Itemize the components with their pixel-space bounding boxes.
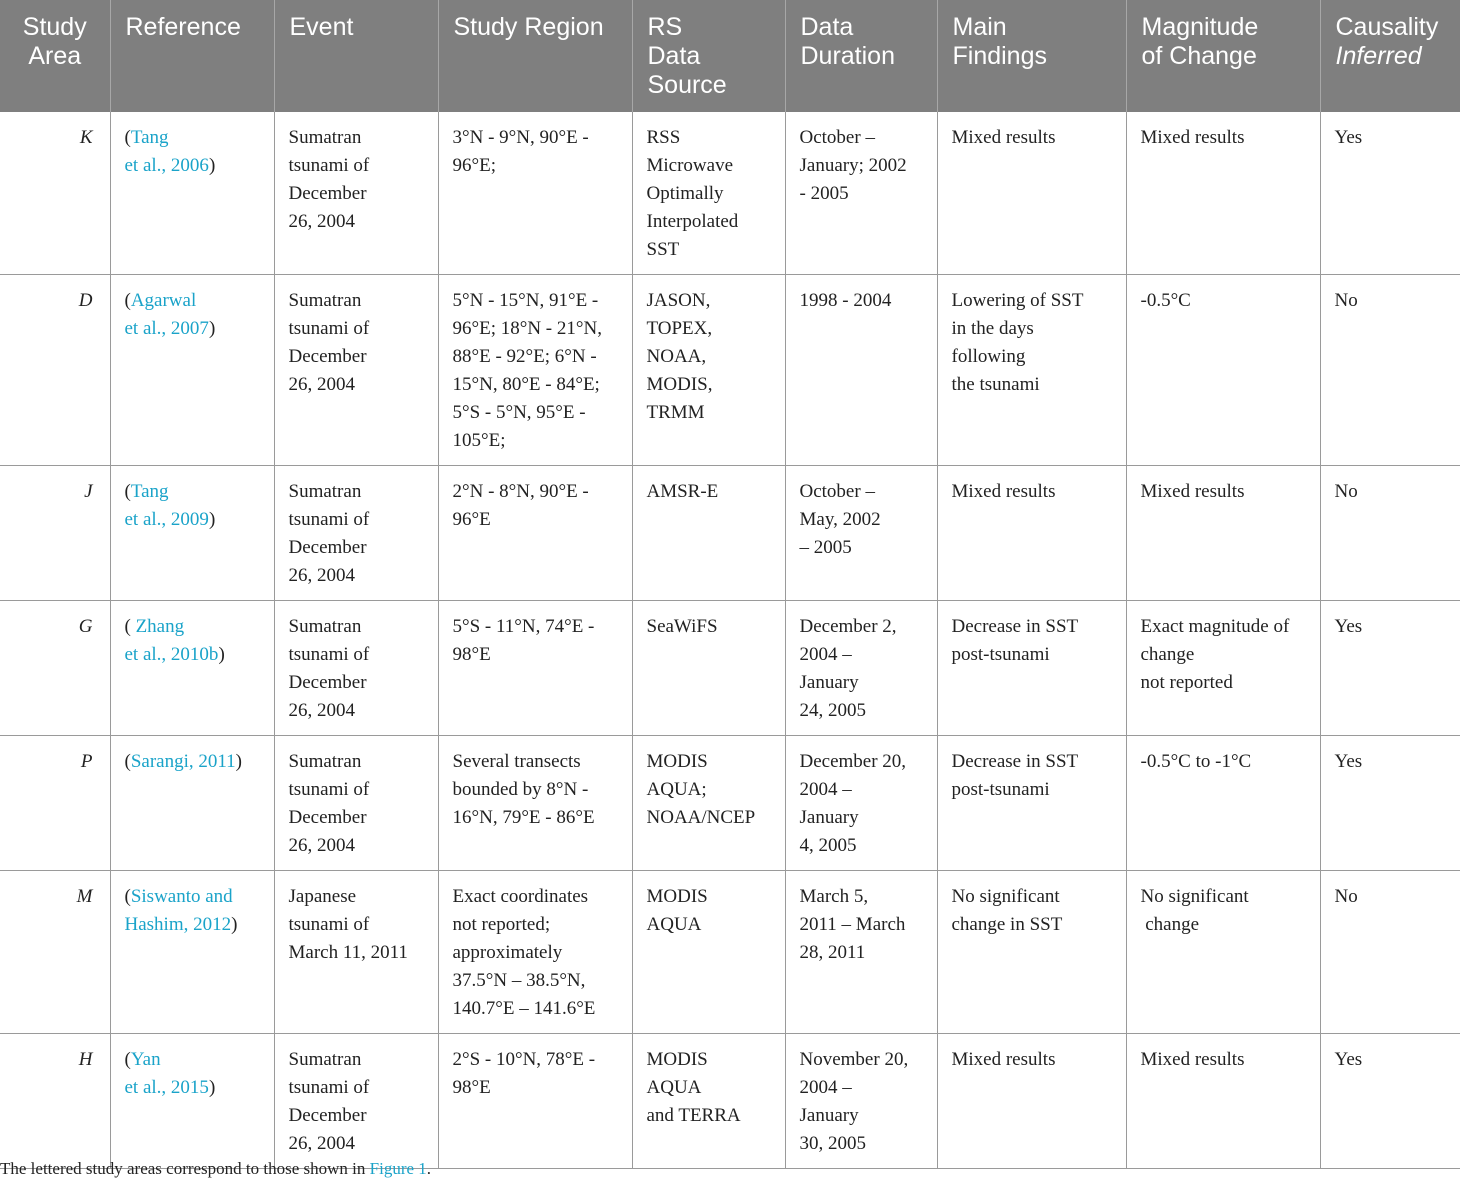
- cell-study-area: G: [0, 601, 110, 736]
- cell-line: 5°S - 11°N, 74°E -: [452, 616, 595, 637]
- cell-line: 26, 2004: [288, 211, 355, 232]
- ref-open-paren: (: [124, 886, 131, 907]
- cell-data-duration: [785, 871, 937, 1034]
- cell-line: 96°E: [452, 509, 491, 530]
- table-row: [0, 466, 1460, 601]
- reference-link[interactable]: et al., 2010b: [124, 644, 219, 665]
- table-row: [0, 275, 1460, 466]
- cell-line: January; 2002: [799, 155, 907, 176]
- cell-main-findings: [937, 601, 1126, 736]
- cell-line: 2004 –: [799, 779, 852, 800]
- cell-event: [274, 871, 438, 1034]
- cell-causality: Yes: [1320, 112, 1460, 275]
- cell-line: RSS: [646, 127, 681, 148]
- cell-line: SST: [646, 239, 680, 260]
- col-header-reference: Reference: [110, 0, 274, 112]
- cell-rs-data-source: [632, 871, 785, 1034]
- cell-line: December: [288, 807, 367, 828]
- cell-line: Lowering of SST: [951, 290, 1084, 311]
- cell-rs-data-source: [632, 736, 785, 871]
- reference-link[interactable]: Yan: [130, 1049, 161, 1070]
- cell-data-duration: [785, 275, 937, 466]
- cell-line: No significant: [951, 886, 1060, 907]
- cell-line: not reported: [1140, 672, 1233, 693]
- cell-data-duration: [785, 466, 937, 601]
- reference-link[interactable]: Hashim, 2012: [124, 914, 232, 935]
- cell-line: MODIS: [646, 1049, 708, 1070]
- cell-line: AQUA: [646, 914, 702, 935]
- cell-line: post-tsunami: [951, 644, 1050, 665]
- ref-open-paren: (: [124, 290, 131, 311]
- cell-line: tsunami of: [288, 155, 370, 176]
- reference-link[interactable]: et al., 2006: [124, 155, 209, 176]
- cell-line: 26, 2004: [288, 565, 355, 586]
- cell-line: 140.7°E – 141.6°E: [452, 998, 596, 1019]
- cell-data-duration: [785, 601, 937, 736]
- cell-line: Sumatran: [288, 616, 362, 637]
- cell-line: Sumatran: [288, 127, 362, 148]
- cell-rs-data-source: [632, 112, 785, 275]
- cell-study-region: [438, 275, 632, 466]
- cell-line: March 11, 2011: [288, 942, 408, 963]
- cell-line: Mixed results: [1140, 127, 1245, 148]
- table-footnote: The lettered study areas correspond to those shown in Figure 1.: [0, 1159, 432, 1178]
- ref-close-paren: ): [208, 1077, 216, 1098]
- cell-line: Sumatran: [288, 1049, 362, 1070]
- ref-open-paren: (: [124, 751, 131, 772]
- cell-main-findings: [937, 736, 1126, 871]
- ref-open-paren: (: [124, 616, 136, 637]
- cell-line: not reported;: [452, 914, 551, 935]
- reference-link[interactable]: et al., 2009: [124, 509, 209, 530]
- cell-line: 4, 2005: [799, 835, 857, 856]
- cell-line: 1998 - 2004: [799, 290, 892, 311]
- cell-line: Mixed results: [1140, 481, 1245, 502]
- cell-line: December 20,: [799, 751, 907, 772]
- cell-study-region: [438, 871, 632, 1034]
- cell-line: December: [288, 537, 367, 558]
- ref-open-paren: (: [124, 1049, 131, 1070]
- cell-line: Mixed results: [1140, 1049, 1245, 1070]
- table-row: [0, 601, 1460, 736]
- cell-data-duration: [785, 112, 937, 275]
- cell-line: 26, 2004: [288, 374, 355, 395]
- cell-line: Decrease in SST: [951, 616, 1079, 637]
- cell-causality: No: [1320, 275, 1460, 466]
- cell-line: 2°S - 10°N, 78°E -: [452, 1049, 596, 1070]
- cell-line: 5°S - 5°N, 95°E -: [452, 402, 586, 423]
- cell-line: 28, 2011: [799, 942, 866, 963]
- cell-magnitude-of-change: [1126, 1034, 1320, 1169]
- cell-study-area: H: [0, 1034, 110, 1169]
- cell-line: 96°E;: [452, 155, 496, 176]
- cell-line: 2004 –: [799, 644, 852, 665]
- cell-line: following: [951, 346, 1026, 367]
- cell-line: TOPEX,: [646, 318, 713, 339]
- cell-line: Mixed results: [951, 481, 1056, 502]
- cell-line: 15°N, 80°E - 84°E;: [452, 374, 600, 395]
- cell-line: January: [799, 807, 859, 828]
- cell-magnitude-of-change: [1126, 736, 1320, 871]
- table-row: [0, 736, 1460, 871]
- cell-event: [274, 601, 438, 736]
- cell-line: MODIS: [646, 886, 708, 907]
- cell-line: NOAA,: [646, 346, 707, 367]
- cell-event: [274, 1034, 438, 1169]
- ref-close-paren: ): [231, 914, 238, 935]
- cell-line: 37.5°N – 38.5°N,: [452, 970, 586, 991]
- ref-open-paren: (: [124, 127, 131, 148]
- cell-rs-data-source: [632, 275, 785, 466]
- header-row: [0, 0, 1460, 112]
- cell-line: 30, 2005: [799, 1133, 866, 1154]
- reference-link[interactable]: et al., 2007: [124, 318, 209, 339]
- cell-line: December: [288, 183, 367, 204]
- cell-line: TRMM: [646, 402, 705, 423]
- cell-event: [274, 275, 438, 466]
- cell-line: change: [1140, 914, 1200, 935]
- col-header-event: Event: [274, 0, 438, 112]
- figure-link[interactable]: Figure 1: [369, 1159, 427, 1178]
- table-row: [0, 1034, 1460, 1169]
- cell-line: 3°N - 9°N, 90°E -: [452, 127, 589, 148]
- ref-open-paren: (: [124, 481, 131, 502]
- cell-line: tsunami of: [288, 509, 370, 530]
- cell-magnitude-of-change: [1126, 871, 1320, 1034]
- cell-magnitude-of-change: [1126, 601, 1320, 736]
- cell-line: Sumatran: [288, 751, 362, 772]
- cell-line: -0.5°C: [1140, 290, 1191, 311]
- cell-line: May, 2002: [799, 509, 881, 530]
- cell-reference: [110, 112, 274, 275]
- cell-rs-data-source: [632, 1034, 785, 1169]
- cell-event: [274, 112, 438, 275]
- cell-line: Microwave: [646, 155, 734, 176]
- cell-line: JASON,: [646, 290, 711, 311]
- cell-line: 2°N - 8°N, 90°E -: [452, 481, 589, 502]
- cell-line: Optimally: [646, 183, 724, 204]
- reference-link[interactable]: Siswanto and: [130, 886, 233, 907]
- cell-line: January: [799, 1105, 859, 1126]
- cell-causality: Yes: [1320, 1034, 1460, 1169]
- cell-line: 16°N, 79°E - 86°E: [452, 807, 595, 828]
- cell-line: AMSR-E: [646, 481, 719, 502]
- cell-study-region: [438, 466, 632, 601]
- cell-magnitude-of-change: [1126, 275, 1320, 466]
- cell-causality: Yes: [1320, 601, 1460, 736]
- cell-rs-data-source: [632, 466, 785, 601]
- cell-line: NOAA/NCEP: [646, 807, 756, 828]
- cell-line: - 2005: [799, 183, 849, 204]
- cell-line: Several transects: [452, 751, 581, 772]
- cell-event: [274, 736, 438, 871]
- cell-line: December: [288, 346, 367, 367]
- reference-link[interactable]: Sarangi, 2011: [130, 751, 236, 772]
- cell-line: 98°E: [452, 1077, 491, 1098]
- cell-line: the tsunami: [951, 374, 1040, 395]
- col-header-causality: Causality Inferred: [1320, 0, 1460, 112]
- cell-line: 98°E: [452, 644, 491, 665]
- cell-study-region: [438, 736, 632, 871]
- cell-line: change in SST: [951, 914, 1063, 935]
- cell-study-area: K: [0, 112, 110, 275]
- cell-study-area: D: [0, 275, 110, 466]
- cell-line: in the days: [951, 318, 1034, 339]
- cell-line: Interpolated: [646, 211, 739, 232]
- cell-line: Sumatran: [288, 290, 362, 311]
- reference-link[interactable]: Tang: [130, 127, 169, 148]
- cell-rs-data-source: [632, 601, 785, 736]
- cell-line: SeaWiFS: [646, 616, 718, 637]
- cell-line: change: [1140, 644, 1195, 665]
- cell-causality: Yes: [1320, 736, 1460, 871]
- cell-main-findings: [937, 871, 1126, 1034]
- cell-line: tsunami of: [288, 1077, 370, 1098]
- cell-main-findings: [937, 275, 1126, 466]
- col-header-magnitude: Magnitude of Change: [1126, 0, 1320, 112]
- cell-line: – 2005: [799, 537, 852, 558]
- cell-line: October –: [799, 127, 875, 148]
- reference-link[interactable]: Tang: [130, 481, 169, 502]
- cell-study-region: [438, 112, 632, 275]
- cell-line: Mixed results: [951, 127, 1056, 148]
- ref-close-paren: ): [218, 644, 225, 665]
- cell-line: November 20,: [799, 1049, 909, 1070]
- col-header-study-region: Study Region: [438, 0, 632, 112]
- cell-line: 105°E;: [452, 430, 506, 451]
- cell-line: 5°N - 15°N, 91°E -: [452, 290, 599, 311]
- cell-line: Decrease in SST: [951, 751, 1079, 772]
- cell-magnitude-of-change: [1126, 112, 1320, 275]
- cell-line: Mixed results: [951, 1049, 1056, 1070]
- cell-line: 2004 –: [799, 1077, 852, 1098]
- reference-link[interactable]: et al., 2015: [124, 1077, 209, 1098]
- cell-line: tsunami of: [288, 914, 370, 935]
- cell-causality: No: [1320, 871, 1460, 1034]
- ref-close-paren: ): [208, 318, 216, 339]
- cell-line: Sumatran: [288, 481, 362, 502]
- cell-reference: [110, 736, 274, 871]
- ref-close-paren: ): [235, 751, 242, 772]
- cell-reference: [110, 275, 274, 466]
- cell-line: January: [799, 672, 859, 693]
- cell-line: approximately: [452, 942, 563, 963]
- cell-main-findings: [937, 112, 1126, 275]
- cell-magnitude-of-change: [1126, 466, 1320, 601]
- cell-line: and TERRA: [646, 1105, 741, 1126]
- col-header-data-duration: Data Duration: [785, 0, 937, 112]
- cell-study-region: [438, 1034, 632, 1169]
- cell-study-area: J: [0, 466, 110, 601]
- cell-line: Exact magnitude of: [1140, 616, 1290, 637]
- cell-line: MODIS,: [646, 374, 713, 395]
- cell-reference: [110, 871, 274, 1034]
- cell-line: 88°E - 92°E; 6°N -: [452, 346, 597, 367]
- cell-reference: [110, 466, 274, 601]
- cell-study-region: [438, 601, 632, 736]
- reference-link[interactable]: Agarwal: [130, 290, 197, 311]
- cell-line: 26, 2004: [288, 1133, 355, 1154]
- cell-line: tsunami of: [288, 779, 370, 800]
- cell-main-findings: [937, 1034, 1126, 1169]
- col-header-study-area: Study Area: [0, 0, 110, 112]
- cell-line: AQUA;: [646, 779, 707, 800]
- cell-line: December: [288, 1105, 367, 1126]
- cell-study-area: P: [0, 736, 110, 871]
- cell-study-area: M: [0, 871, 110, 1034]
- ref-close-paren: ): [208, 509, 216, 530]
- cell-line: tsunami of: [288, 644, 370, 665]
- cell-event: [274, 466, 438, 601]
- table-row: [0, 112, 1460, 275]
- cell-line: post-tsunami: [951, 779, 1050, 800]
- cell-main-findings: [937, 466, 1126, 601]
- table-row: [0, 871, 1460, 1034]
- col-header-main-findings: Main Findings: [937, 0, 1126, 112]
- cell-line: 96°E; 18°N - 21°N,: [452, 318, 602, 339]
- cell-line: December: [288, 672, 367, 693]
- cell-data-duration: [785, 736, 937, 871]
- cell-line: -0.5°C to -1°C: [1140, 751, 1252, 772]
- cell-line: tsunami of: [288, 318, 370, 339]
- cell-line: Japanese: [288, 886, 357, 907]
- col-header-rs-data-source: RS Data Source: [632, 0, 785, 112]
- cell-reference: [110, 601, 274, 736]
- ref-close-paren: ): [208, 155, 216, 176]
- cell-line: 26, 2004: [288, 700, 355, 721]
- cell-line: 24, 2005: [799, 700, 866, 721]
- cell-line: No significant: [1140, 886, 1249, 907]
- cell-line: bounded by 8°N -: [452, 779, 589, 800]
- cell-line: 2011 – March: [799, 914, 906, 935]
- cell-line: MODIS: [646, 751, 708, 772]
- cell-line: March 5,: [799, 886, 869, 907]
- cell-line: AQUA: [646, 1077, 702, 1098]
- cell-reference: [110, 1034, 274, 1169]
- cell-line: Exact coordinates: [452, 886, 589, 907]
- cell-line: December 2,: [799, 616, 897, 637]
- cell-causality: No: [1320, 466, 1460, 601]
- cell-data-duration: [785, 1034, 937, 1169]
- cell-line: October –: [799, 481, 875, 502]
- reference-link[interactable]: Zhang: [135, 616, 185, 637]
- cell-line: 26, 2004: [288, 835, 355, 856]
